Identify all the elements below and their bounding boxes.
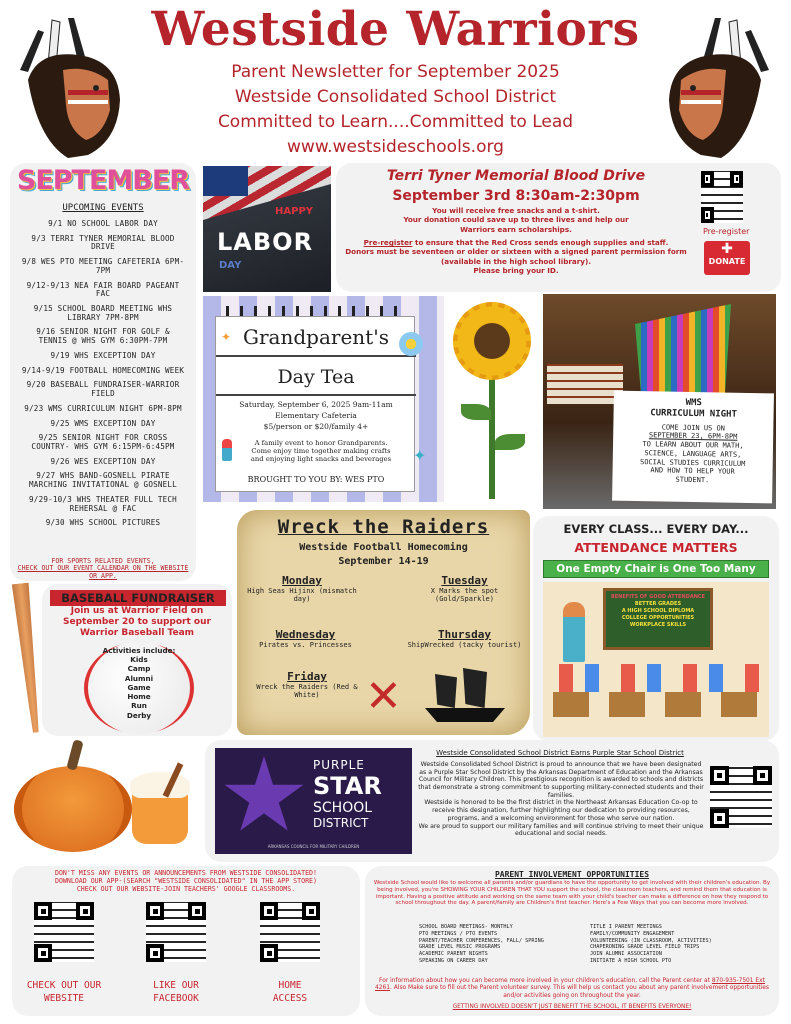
tea-place: Elementary Cafeteria bbox=[275, 411, 357, 420]
header bbox=[0, 0, 791, 165]
involvement-item: SCHOOL BOARD MEETINGS- MONTHLY bbox=[419, 924, 513, 930]
tea-sponsor: BROUGHT TO YOU BY: WES PTO bbox=[247, 475, 385, 484]
medical-cross-icon: ✚ bbox=[721, 241, 733, 257]
activity-item: Game bbox=[127, 682, 151, 692]
involvement-contact bbox=[371, 978, 773, 1000]
app-line2: DOWNLOAD OUR APP-(SEARCH "WESTSIDE CONSOLIDATED" IN THE APP STORE) bbox=[54, 876, 317, 885]
events-heading: UPCOMING EVENTS bbox=[62, 203, 144, 213]
board-item-3: COLLEGE OPPORTUNITIES bbox=[621, 615, 695, 621]
classroom-illustration bbox=[543, 582, 769, 737]
parent-involvement-card bbox=[365, 866, 779, 1016]
warrior-mascot-left bbox=[8, 10, 133, 160]
attendance-line3: One Empty Chair is One Too Many bbox=[543, 560, 769, 578]
labor-day-word: DAY bbox=[219, 260, 242, 271]
curriculum-line-1: COME JOIN US ON bbox=[661, 422, 726, 433]
baseball-fundraiser-card bbox=[42, 584, 232, 736]
event-item: 9/16 SENIOR NIGHT FOR GOLF & TENNIS @ WHS GYM 6:30PM-7PM bbox=[36, 327, 170, 346]
day-tuesday bbox=[407, 574, 522, 603]
newsletter-title: Westside Warriors bbox=[151, 2, 640, 57]
involvement-item: CHAPERONING GRADE LEVEL FIELD TRIPS bbox=[590, 944, 700, 951]
month-banner: SEPTEMBER bbox=[16, 165, 190, 196]
event-item: 9/19 WHS EXCEPTION DAY bbox=[50, 350, 156, 360]
event-list bbox=[20, 220, 186, 534]
activity-item: Home bbox=[127, 692, 151, 702]
facebook-qr-code[interactable] bbox=[146, 902, 206, 962]
parent-center-phone-link[interactable]: 870-935-7501 Ext 4261 bbox=[375, 978, 765, 992]
tea-desc-3: and enjoying light snacks and beverages bbox=[250, 455, 392, 464]
curriculum-title-1: WMS bbox=[685, 397, 702, 409]
involvement-list-right bbox=[590, 924, 760, 965]
involvement-item: PTO MEETINGS / PTO EVENTS bbox=[419, 930, 498, 937]
attendance-line2: ATTENDANCE MATTERS bbox=[574, 540, 738, 555]
curriculum-notepad bbox=[612, 391, 774, 504]
warrior-mascot-right bbox=[656, 10, 781, 160]
flower-icon bbox=[399, 332, 423, 356]
events-footnote-line1: FOR SPORTS RELATED EVENTS, bbox=[51, 557, 155, 565]
qr-label-a: CHECK OUT OUR bbox=[26, 980, 102, 991]
qr-pre-register-label: Pre-register bbox=[703, 227, 750, 236]
day-theme: High Seas Hijinx (mismatch day) bbox=[247, 587, 357, 603]
involvement-item: JOIN ALUMNI ASSOCIATION bbox=[590, 951, 662, 957]
blood-drive-date: September 3rd 8:30am-2:30pm bbox=[392, 188, 640, 204]
blood-drive-title: Terri Tyner Memorial Blood Drive bbox=[386, 168, 646, 184]
involvement-item: TITLE I PARENT MEETINGS bbox=[590, 924, 662, 930]
flag-stars-field bbox=[203, 166, 248, 196]
bd-line3: Warriors earn scholarships. bbox=[460, 224, 572, 234]
involvement-item: GRADE LEVEL MUSIC PROGRAMS bbox=[419, 944, 501, 951]
event-item: 9/23 WMS CURRICULUM NIGHT 6PM-8PM bbox=[24, 403, 182, 413]
attendance-line1: EVERY CLASS... EVERY DAY... bbox=[563, 522, 749, 536]
sparkle-icon: ✦ bbox=[413, 446, 427, 465]
motto: Committed to Learn....Committed to Lead bbox=[217, 112, 574, 132]
website-link[interactable]: www.westsideschools.org bbox=[287, 137, 504, 157]
district-name: Westside Consolidated School District bbox=[234, 87, 557, 107]
blood-drive-details bbox=[336, 206, 696, 276]
qr-label-a: HOME bbox=[278, 980, 302, 991]
day-tea-title: Day Tea bbox=[277, 366, 355, 388]
event-item: 9/15 SCHOOL BOARD MEETING WHS LIBRARY 7PM-8PM bbox=[33, 304, 173, 322]
home-access-qr-code[interactable] bbox=[260, 902, 320, 962]
board-title: BENEFITS OF GOOD ATTENDANCE bbox=[610, 594, 706, 600]
teacher-figure bbox=[563, 602, 585, 662]
website-qr-code[interactable] bbox=[34, 902, 94, 962]
logo-district: DISTRICT bbox=[313, 816, 369, 830]
home-access-qr-label bbox=[240, 980, 340, 1006]
baseball-line1: Join us at Warrior Field on bbox=[70, 606, 204, 616]
book-stack bbox=[547, 364, 623, 404]
homecoming-sub2: September 14-19 bbox=[338, 556, 429, 567]
day-name: Wednesday bbox=[275, 628, 336, 641]
qr-label-b: WEBSITE bbox=[43, 992, 85, 1004]
day-thursday bbox=[407, 628, 522, 649]
baseball-desc bbox=[46, 606, 228, 639]
logo-council: ARKANSAS COUNCIL FOR MILITARY CHILDREN bbox=[267, 844, 360, 849]
app-line3: CHECK OUT OUR WEBSITE-JOIN TEACHERS' GOOGLE CLASSROOMS. bbox=[76, 884, 296, 893]
homecoming-title: Wreck the Raiders bbox=[277, 516, 490, 538]
event-item: 9/1 NO SCHOOL LABOR DAY bbox=[48, 219, 158, 228]
logo-purple: PURPLE bbox=[313, 758, 365, 772]
event-item: 9/26 WES EXCEPTION DAY bbox=[50, 456, 156, 466]
tea-desc-1: A family event to honor Grandparents. bbox=[254, 439, 388, 447]
bd-line1: You will receive free snacks and a t-shirt. bbox=[432, 206, 600, 215]
purple-star-p2: Westside is honored to be the first district in the Northeast Arkansas Education Co-op to receive this designation, further highlighting our dedication to providing resources, programs, and a welcoming environment for those who serve our nation. bbox=[424, 799, 698, 822]
qr-label-b: FACEBOOK bbox=[153, 992, 199, 1004]
pre-register-qr-code[interactable] bbox=[701, 171, 743, 223]
baseball-title: BASEBALL FUNDRAISER bbox=[50, 590, 226, 606]
lava-lamp-icon bbox=[222, 439, 232, 461]
sunflower-stem bbox=[489, 364, 495, 499]
day-name: Friday bbox=[287, 670, 327, 683]
sparkle-icon: ✦ bbox=[221, 330, 232, 344]
purple-star-logo bbox=[215, 748, 412, 854]
title-rule-2 bbox=[216, 394, 416, 396]
chalkboard bbox=[603, 588, 713, 650]
curriculum-line-2: SEPTEMBER 23, 6PM-8PM bbox=[648, 431, 738, 442]
event-item: 9/20 BASEBALL FUNDRAISER-WARRIOR FIELD bbox=[26, 380, 180, 399]
app-line1: DON'T MISS ANY EVENTS OR ANNOUNCEMENTS FROM WESTSIDE CONSOLIDATED! bbox=[54, 869, 317, 877]
notepad bbox=[215, 316, 415, 492]
activity-item: Run bbox=[131, 701, 147, 711]
app-promo bbox=[16, 870, 356, 894]
day-name: Tuesday bbox=[441, 574, 488, 587]
board-item-2: A HIGH SCHOOL DIPLOMA bbox=[621, 608, 695, 614]
pirate-ship-icon bbox=[415, 668, 515, 728]
involvement-intro: Westside School would like to welcome all parents and/or guardians to have the opportunity to get involved with their children's education. By being involved, you're SHOWING YOUR CHILDREN THAT YOU support the school, the classroom teachers, and remind them that education is important. Having a positive attitude and working on the same team with your child's teacher can make a difference on how they respond to school throughout the day. A parent/family are Children's first teacher. Here's a Few Ways that you can become more involved. bbox=[373, 880, 771, 907]
day-theme: Pirates vs. Princesses bbox=[259, 641, 352, 649]
logo-star: STAR bbox=[313, 772, 382, 800]
day-theme: Wreck the Raiders (Red & White) bbox=[256, 683, 358, 699]
purple-star-p1: Westside Consolidated School District is proud to announce that we have been designated as a Purple Star School District by the Arkansas Department of Education and the Arkansas Council for Military Children. This prestigious recognition is awarded to schools and districts that demonstrate a strong commitment to supporting military-connected students and their families. bbox=[418, 761, 704, 799]
involvement-list-left bbox=[419, 924, 569, 965]
qr-label-b: ACCESS bbox=[272, 992, 308, 1004]
purple-star-heading: Westside Consolidated School District Earns Purple Star School District bbox=[436, 749, 684, 757]
pumpkin-illustration bbox=[14, 766, 132, 852]
bd-line5: Donors must be seventeen or older or sixteen with a signed parent permission form bbox=[345, 247, 687, 257]
activities-heading: Activities include: bbox=[102, 646, 176, 655]
involvement-item: ACADEMIC PARENT NIGHTS bbox=[419, 951, 488, 957]
baseball-line3: Warrior Baseball Team bbox=[79, 627, 195, 638]
purple-star-p3: We are proud to support our military families and will continue striving to meet their unique educational and social needs. bbox=[418, 822, 704, 838]
sunflower-decoration bbox=[443, 294, 543, 504]
involvement-item: SPEAKING ON CAREER DAY bbox=[419, 957, 488, 964]
involvement-item: FAMILY/COMMUNITY ENGAGEMENT bbox=[590, 930, 675, 937]
title-rule bbox=[216, 355, 416, 357]
event-item: 9/12-9/13 NEA FAIR BOARD PAGEANT FAC bbox=[26, 280, 180, 299]
qr-label-a: LIKE OUR bbox=[153, 980, 199, 991]
event-item: 9/25 SENIOR NIGHT FOR CROSS COUNTRY- WHS GYM 6:15PM-6:45PM bbox=[31, 433, 175, 451]
activity-item: Camp bbox=[127, 664, 151, 674]
arkansas-star-icon bbox=[223, 756, 305, 838]
app-links-card bbox=[12, 866, 360, 1016]
baseball-line2: September 20 to support our bbox=[63, 616, 211, 627]
website-qr-label bbox=[12, 980, 116, 1006]
tea-desc-2: Come enjoy time together making crafts bbox=[251, 447, 391, 456]
day-wednesday bbox=[243, 628, 368, 649]
contact-text-a: For information about how you can become more involved in your children's education, call the Parent center at bbox=[379, 978, 712, 984]
bd-line2: Your donation could save up to three lives and help our bbox=[403, 215, 629, 225]
event-item: 9/3 TERRI TYNER MEMORIAL BLOOD DRIVE bbox=[31, 233, 175, 252]
bd-line4 bbox=[336, 238, 696, 247]
purple-star-card bbox=[205, 740, 779, 862]
event-item: 9/27 WHS BAND-GOSNELL PIRATE MARCHING INVITATIONAL @ GOSNELL bbox=[29, 471, 177, 490]
activity-item: Kids bbox=[130, 655, 148, 665]
donate-label: DONATE bbox=[708, 257, 746, 266]
tea-date: Saturday, September 6, 2025 9am-11am bbox=[239, 400, 393, 409]
pre-register-link[interactable]: Pre-register bbox=[363, 238, 413, 248]
event-item: 9/29-10/3 WHS THEATER FULL TECH REHERSAL @ FAC bbox=[29, 494, 177, 513]
baseball-activities bbox=[84, 646, 194, 720]
curriculum-line-4: SCIENCE, LANGUAGE ARTS, bbox=[644, 448, 742, 459]
labor-day-image bbox=[203, 166, 331, 292]
events-footnote-line2[interactable]: CHECK OUT OUR EVENT CALENDAR ON THE WEBSITE OR APP. bbox=[17, 564, 189, 580]
purple-star-body bbox=[417, 761, 705, 838]
contact-text-b: . Also Make sure to fill out the Parent volunteer survey. This will help us contact you about any parent involvement opportunities and/or activities going on throughout the year. bbox=[390, 985, 769, 999]
involvement-item: VOLUNTEERING (IN CLASSROOM, ACTIVITIES) bbox=[590, 937, 712, 944]
curriculum-night-photo bbox=[543, 294, 776, 509]
grandparents-title: Grandparent's bbox=[243, 325, 389, 349]
involvement-tagline: GETTING INVOLVED DOESN'T JUST BENEFIT THE SCHOOL, IT BENEFITS EVERYONE! bbox=[452, 1004, 692, 1010]
curriculum-line-5: SOCIAL STUDIES CURRICULUM bbox=[639, 457, 746, 468]
curriculum-line-6: AND HOW TO HELP YOUR bbox=[650, 466, 735, 476]
blood-drive-card bbox=[336, 163, 781, 292]
event-item: 9/8 WES PTO MEETING CAFETERIA 6PM-7PM bbox=[21, 257, 185, 275]
sunflower-head bbox=[453, 302, 531, 380]
event-item: 9/14-9/19 FOOTBALL HOMECOMING WEEK bbox=[21, 365, 185, 375]
bd-line4-text: to ensure that the Red Cross sends enough supplies and staff. bbox=[412, 238, 669, 248]
involvement-item: INITIATE A HIGH SCHOOL PTO bbox=[590, 957, 672, 964]
curriculum-line-3: TO LEARN ABOUT OUR MATH, bbox=[642, 440, 744, 450]
involvement-heading: PARENT INVOLVEMENT OPPORTUNITIES bbox=[494, 870, 650, 879]
tea-price: $5/person or $20/family 4+ bbox=[263, 422, 369, 431]
donate-badge bbox=[704, 241, 750, 275]
logo-school: SCHOOL bbox=[313, 800, 373, 816]
day-friday bbox=[247, 670, 367, 699]
sunflower-leaf bbox=[461, 404, 491, 420]
purple-star-qr-code[interactable] bbox=[710, 766, 772, 828]
bd-line6: (available in the high school library). bbox=[440, 256, 591, 266]
activity-item: Alumni bbox=[124, 673, 154, 683]
involvement-item: PARENT/TEACHER CONFERENCES, FALL/ SPRING bbox=[419, 937, 544, 944]
labor-happy: HAPPY bbox=[275, 206, 314, 217]
grandparents-day-tea-flyer bbox=[203, 296, 444, 502]
homecoming-sub1: Westside Football Homecoming bbox=[299, 542, 468, 553]
latte-mug-illustration bbox=[132, 792, 188, 844]
whipped-cream bbox=[130, 772, 190, 798]
tea-description bbox=[236, 439, 406, 463]
facebook-qr-label bbox=[126, 980, 226, 1006]
labor-labor: LABOR bbox=[217, 228, 314, 256]
curriculum-title-2: CURRICULUM NIGHT bbox=[650, 408, 737, 421]
curriculum-line-7: STUDENT. bbox=[675, 475, 710, 485]
newsletter-subtitle: Parent Newsletter for September 2025 bbox=[231, 62, 560, 82]
day-monday bbox=[247, 574, 357, 603]
day-name: Thursday bbox=[438, 628, 491, 641]
board-item-4: WORKPLACE SKILLS bbox=[629, 622, 687, 628]
event-item: 9/30 WHS SCHOOL PICTURES bbox=[45, 518, 161, 528]
event-item: 9/25 WMS EXCEPTION DAY bbox=[50, 418, 156, 428]
bd-line7: Please bring your ID. bbox=[473, 266, 559, 276]
day-theme: X Marks the spot (Gold/Sparkle) bbox=[430, 587, 499, 603]
x-mark-icon: ✕ bbox=[365, 671, 402, 722]
upcoming-events-card bbox=[10, 163, 196, 581]
day-theme: ShipWrecked (tacky tourist) bbox=[407, 641, 522, 649]
board-item-1: BETTER GRADES bbox=[634, 601, 682, 607]
pencil-cup bbox=[623, 294, 743, 394]
day-name: Monday bbox=[282, 574, 322, 587]
activity-item: Derby bbox=[126, 710, 152, 720]
students-row bbox=[543, 664, 769, 692]
sunflower-leaf bbox=[495, 434, 525, 450]
homecoming-card bbox=[237, 510, 530, 735]
attendance-card bbox=[533, 516, 779, 741]
events-footnote bbox=[14, 558, 192, 580]
